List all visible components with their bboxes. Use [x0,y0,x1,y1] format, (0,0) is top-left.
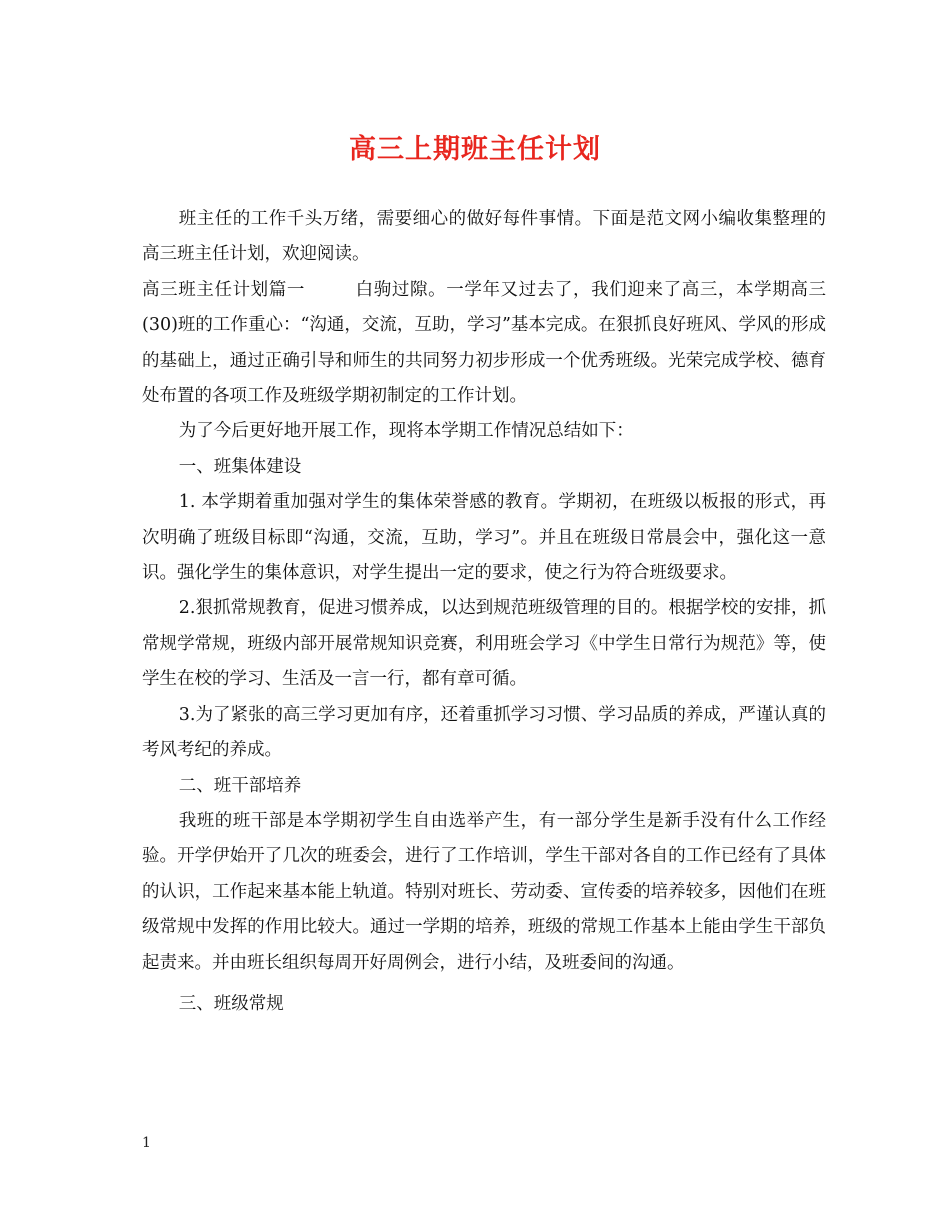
article-paragraph-3: 我班的班干部是本学期初学生自由选举产生，有一部分学生是新手没有什么工作经验。开学伊始开了几次的班委会，进行了工作培训，学生干部对各自的工作已经有了具体的认识，工作起来基本能上轨道。特别对班长、劳动委、宣传委的培养较多，因他们在班级常规中发挥的作用比较大。通过一学期的培养，班级的常规工作基本上能由学生干部负起责来。并由班长组织每周开好周例会，进行小结，及班委间的沟通。 [142,810,826,973]
intro-paragraph: 班主任的工作千头万绪，需要细心的做好每件事情。下面是范文网小编收集整理的高三班主任计划，欢迎阅读。 [142,209,826,265]
article-heading-lead: 高三班主任计划篇一 [142,279,306,300]
document-title: 高三上期班主任计划 [349,134,601,165]
list-item-2: 2.狠抓常规教育，促进习惯养成，以达到规范班级管理的目的。根据学校的安排，抓常规学常规，班级内部开展常规知识竞赛，利用班会学习《中学生日常行为规范》等，使学生在校的学习、生活及一言一行，都有章可循。 [142,598,826,690]
list-item-1: 1. 本学期着重加强对学生的集体荣誉感的教育。学期初，在班级以板报的形式，再次明确了班级目标即“沟通，交流，互助，学习”。并且在班级日常晨会中，强化这一意识。强化学生的集体意识，对学生提出一定的要求，使之行为符合班级要求。 [142,492,826,584]
section-heading-1: 一、班集体建设 [178,456,302,477]
page-number: 1 [142,1135,151,1151]
section-heading-3: 三、班级常规 [178,993,284,1014]
article-paragraph-1: 白驹过隙。一学年又过去了，我们迎来了高三，本学期高三(30)班的工作重心：“沟通，交流，互助，学习”基本完成。在狠抓良好班风、学风的形成的基础上，通过正确引导和师生的共同努力初步形成一个优秀班级。光荣完成学校、德育处布置的各项工作及班级学期初制定的工作计划。 [142,279,827,407]
section-heading-2: 二、班干部培养 [178,775,302,796]
first-article-paragraph [142,273,826,415]
list-item-3: 3.为了紧张的高三学习更加有序，还着重抓学习习惯、学习品质的养成，严谨认真的考风考纪的养成。 [142,704,826,761]
document-body [142,202,826,1022]
article-paragraph-2: 为了今后更好地开展工作，现将本学期工作情况总结如下： [178,421,634,442]
